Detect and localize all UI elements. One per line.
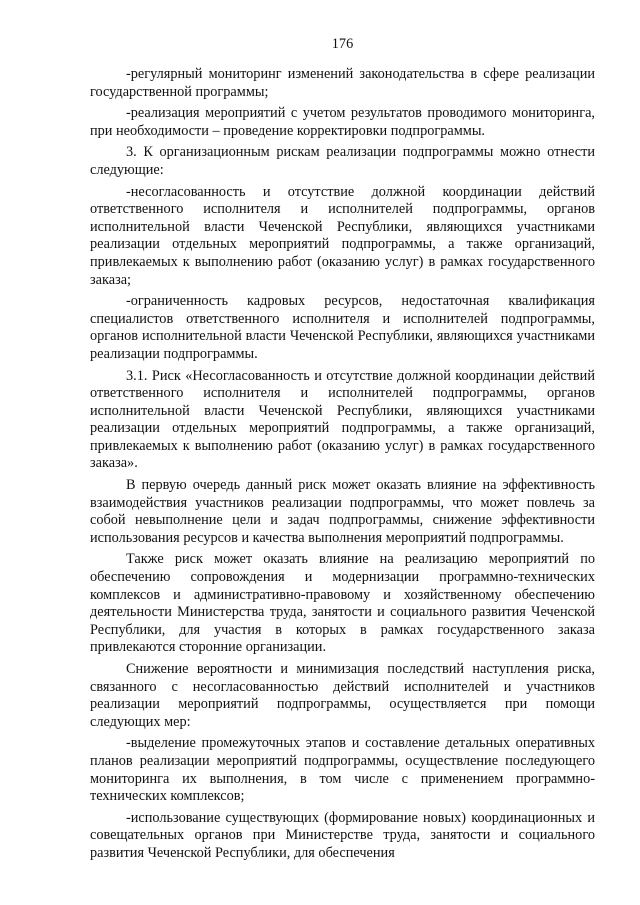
document-body xyxy=(90,66,595,867)
paragraph: В первую очередь данный риск может оказать влияние на эффективность взаимодействия участников реализации подпрограммы, что может повлечь за собой невыполнение цели и задач подпрограммы, снижение эффективности использования ресурсов и качества выполнения мероприятий подпрограммы. xyxy=(90,477,595,546)
bullet-item: -использование существующих (формирование новых) координационных и совещательных органов при Министерстве труда, занятости и социального развития Чеченской Республики, для обеспечения xyxy=(90,809,595,861)
paragraph: Снижение вероятности и минимизация последствий наступления риска, связанного с несогласованностью действий исполнителей и участников реализации мероприятий подпрограммы, осуществляется при помощи следующих мер: xyxy=(90,661,595,730)
bullet-item: -несогласованность и отсутствие должной координации действий ответственного исполнителя и исполнителей подпрограммы, органов исполнительной власти Чеченской Республики, являющихся участниками реализации отдельных мероприятий подпрограммы, а также организаций, привлекаемых к выполнению работ (оказанию услуг) в рамках государственного заказа; xyxy=(90,183,595,288)
bullet-item: -реализация мероприятий с учетом результатов проводимого мониторинга, при необходимости – проведение корректировки подпрограммы. xyxy=(90,105,595,139)
bullet-item: -регулярный мониторинг изменений законодательства в сфере реализации государственной программы; xyxy=(90,66,595,100)
bullet-item: -выделение промежуточных этапов и составление детальных оперативных планов реализации мероприятий подпрограммы, осуществление последующего мониторинга их выполнения, в том числе с применением программно-технических комплексов; xyxy=(90,735,595,805)
paragraph: Также риск может оказать влияние на реализацию мероприятий по обеспечению сопровождения и модернизации программно-технических комплексов и административно-правовому и хозяйственному обеспечению деятельности Министерства труда, занятости и социального развития Чеченской Республики, для участия в которых в рамках государственного заказа привлекаются сторонние организации. xyxy=(90,551,595,656)
paragraph: 3. К организационным рискам реализации подпрограммы можно отнести следующие: xyxy=(90,144,595,178)
page-number: 176 xyxy=(331,36,354,52)
bullet-item: -ограниченность кадровых ресурсов, недостаточная квалификация специалистов ответственного исполнителя и исполнителей подпрограммы, органов исполнительной власти Чеченской Республики, являющихся участниками реализации подпрограммы. xyxy=(90,293,595,362)
paragraph: 3.1. Риск «Несогласованность и отсутствие должной координации действий ответственного исполнителя и исполнителей подпрограммы, органов исполнительной власти Чеченской Республики, являющихся участниками реализации отдельных мероприятий подпрограммы, а также организаций, привлекаемых к выполнению работ (оказанию услуг) в рамках государственного заказа». xyxy=(90,367,595,472)
